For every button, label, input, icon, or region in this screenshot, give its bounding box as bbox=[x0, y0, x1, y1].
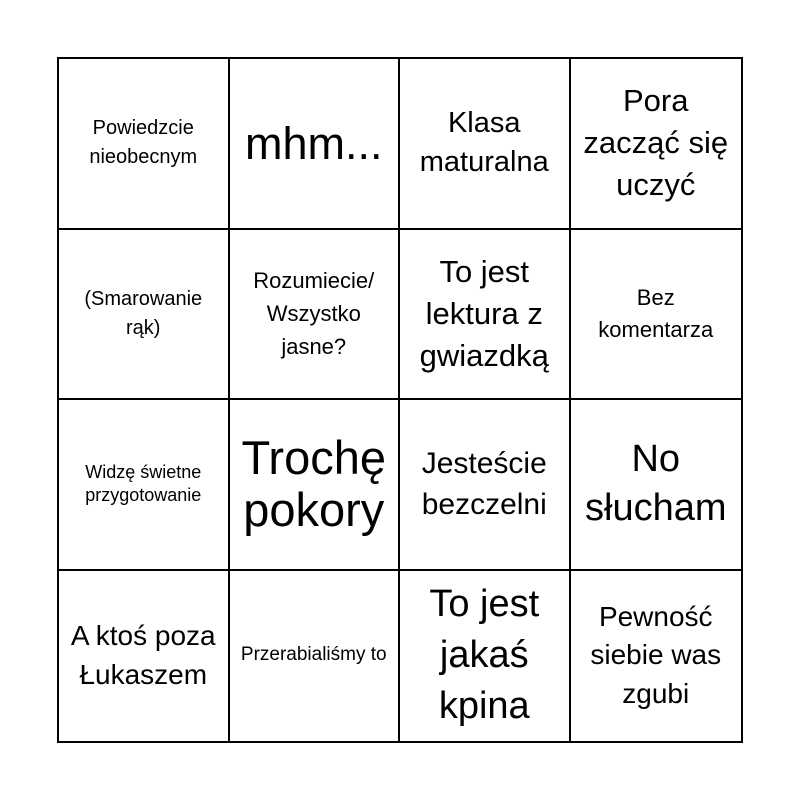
bingo-cell-2-2[interactable] bbox=[230, 230, 401, 401]
bingo-cell-4-4[interactable] bbox=[571, 571, 742, 742]
bingo-cell-text: A ktoś poza Łukaszem bbox=[70, 620, 216, 690]
bingo-cell-3-1[interactable] bbox=[59, 400, 230, 571]
bingo-cell-4-2[interactable] bbox=[230, 571, 401, 742]
bingo-cell-text: Pora zacząć się uczyć bbox=[583, 83, 729, 203]
bingo-cell-text: Bez komentarza bbox=[598, 284, 714, 342]
bingo-cell-2-4[interactable] bbox=[571, 230, 742, 401]
bingo-cell-1-2[interactable] bbox=[230, 59, 401, 230]
bingo-cell-3-3[interactable] bbox=[400, 400, 571, 571]
bingo-cell-1-1[interactable] bbox=[59, 59, 230, 230]
bingo-cell-1-4[interactable] bbox=[571, 59, 742, 230]
bingo-cell-3-4[interactable] bbox=[571, 400, 742, 571]
bingo-cell-4-3[interactable] bbox=[400, 571, 571, 742]
bingo-cell-text: To jest jakaś kpina bbox=[429, 582, 540, 728]
bingo-cell-text: Rozumiecie/ Wszystko jasne? bbox=[253, 268, 375, 360]
bingo-board bbox=[57, 57, 743, 743]
bingo-cell-text: mhm... bbox=[244, 117, 383, 169]
bingo-cell-text: No słucham bbox=[585, 437, 727, 530]
bingo-cell-text: Przerabialiśmy to bbox=[240, 644, 387, 666]
bingo-cell-2-1[interactable] bbox=[59, 230, 230, 401]
bingo-cell-text: To jest lektura z gwiazdką bbox=[419, 253, 549, 373]
bingo-cell-2-3[interactable] bbox=[400, 230, 571, 401]
bingo-cell-text: (Smarowanie rąk) bbox=[84, 287, 203, 339]
bingo-cell-text: Klasa maturalna bbox=[419, 107, 549, 179]
bingo-cell-text: Pewność siebie was zgubi bbox=[590, 600, 722, 710]
bingo-cell-text: Widzę świetne przygotowanie bbox=[85, 461, 202, 506]
bingo-cell-3-2[interactable] bbox=[230, 400, 401, 571]
bingo-cell-1-3[interactable] bbox=[400, 59, 571, 230]
bingo-cell-text: Trochę pokory bbox=[241, 430, 387, 537]
bingo-cell-4-1[interactable] bbox=[59, 571, 230, 742]
bingo-cell-text: Powiedzcie nieobecnym bbox=[89, 117, 198, 169]
bingo-cell-text: Jesteście bezczelni bbox=[421, 446, 547, 522]
